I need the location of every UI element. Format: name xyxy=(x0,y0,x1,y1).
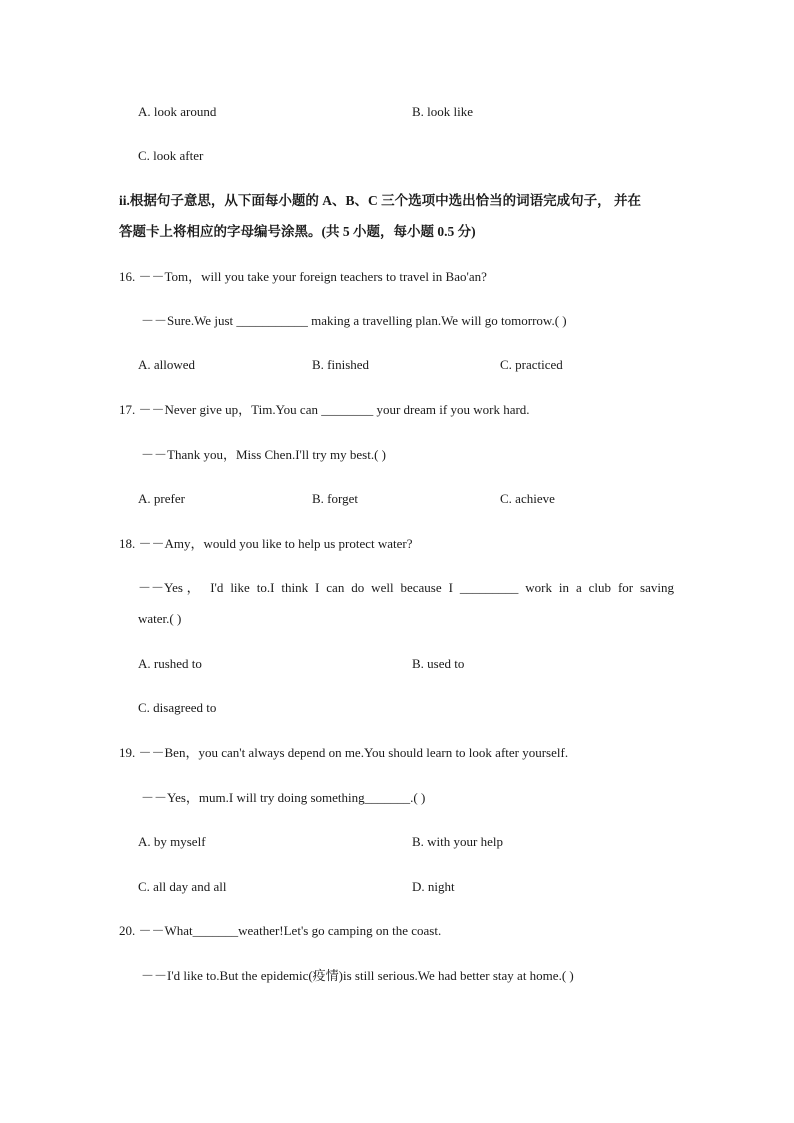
question-16-option-b: B. finished xyxy=(312,357,370,372)
option-a-look-around: A. look around xyxy=(138,104,217,119)
question-16: 16. －－Tom，will you take your foreign teachers to travel in Bao'an? xyxy=(119,269,487,284)
question-18-option-b: B. used to xyxy=(412,656,465,671)
question-17-response: －－Thank you，Miss Chen.I'll try my best.( ) xyxy=(141,447,386,462)
question-18-option-a: A. rushed to xyxy=(138,656,202,671)
section-instruction-line1: ii.根据句子意思，从下面每小题的 A、B、C 三个选项中选出恰当的词语完成句子， 并在 xyxy=(119,193,642,208)
question-19: 19. －－Ben，you can't always depend on me.You should learn to look after yourself. xyxy=(119,745,569,760)
question-19-option-a: A. by myself xyxy=(138,834,206,849)
question-18: 18. －－Amy，would you like to help us protect water? xyxy=(119,536,413,551)
question-19-option-c: C. all day and all xyxy=(138,879,227,894)
question-17-option-b: B. forget xyxy=(312,491,358,506)
question-20: 20. －－What_______weather!Let's go camping on the coast. xyxy=(119,923,442,938)
question-16-option-a: A. allowed xyxy=(138,357,196,372)
question-19-response: －－Yes，mum.I will try doing something_______.( ) xyxy=(141,790,426,805)
question-16-response: －－Sure.We just ___________ making a travelling plan.We will go tomorrow.( ) xyxy=(141,313,567,328)
question-17-option-c: C. achieve xyxy=(500,491,555,506)
question-16-option-c: C. practiced xyxy=(500,357,563,372)
question-17-option-a: A. prefer xyxy=(138,491,185,506)
question-18-option-c: C. disagreed to xyxy=(138,700,217,715)
question-18-response-cont: water.( ) xyxy=(138,611,182,626)
question-17: 17. －－Never give up，Tim.You can ________ your dream if you work hard. xyxy=(119,402,530,417)
question-18-response: －－Yes， I'd like to.I think I can do well because I _________ work in a club for saving xyxy=(138,580,674,595)
question-19-option-d: D. night xyxy=(412,879,455,894)
question-20-response: －－I'd like to.But the epidemic(疫情)is still serious.We had better stay at home.( ) xyxy=(141,968,574,983)
question-19-option-b: B. with your help xyxy=(412,834,503,849)
section-instruction-line2: 答题卡上将相应的字母编号涂黑。(共 5 小题，每小题 0.5 分) xyxy=(119,224,476,239)
option-b-look-like: B. look like xyxy=(412,104,474,119)
option-c-look-after: C. look after xyxy=(138,148,204,163)
